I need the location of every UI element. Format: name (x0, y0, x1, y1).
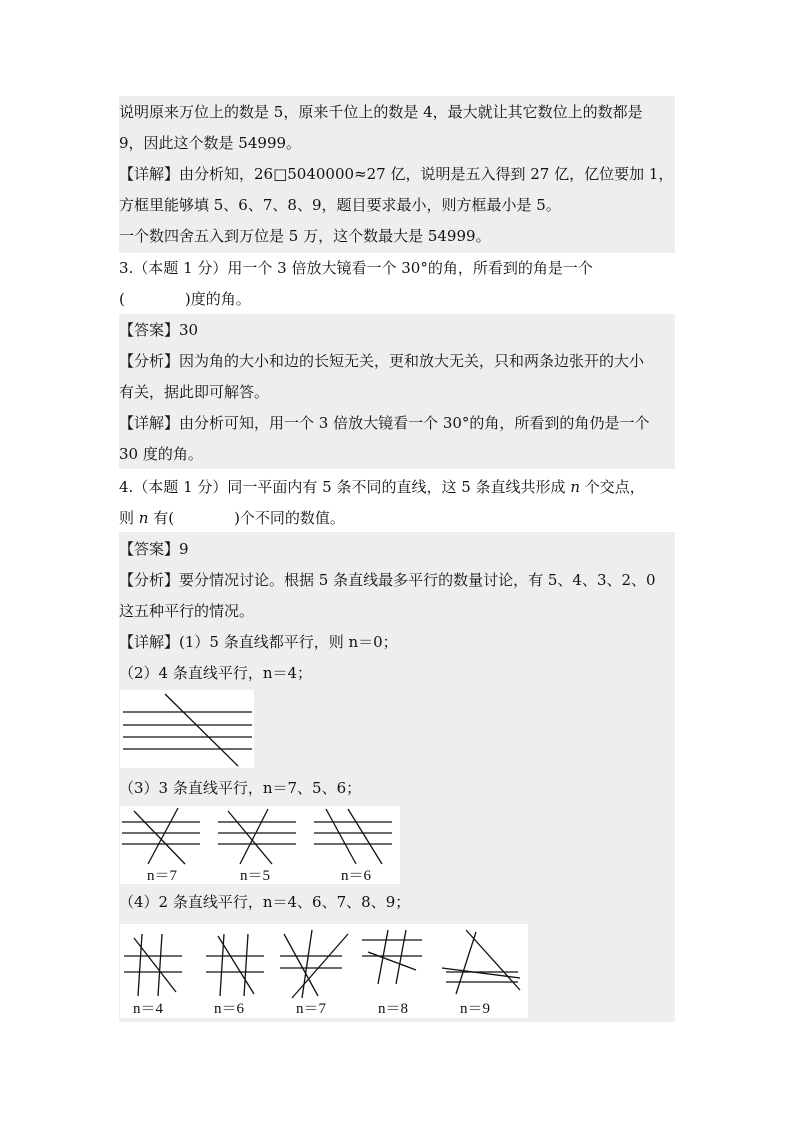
analysis-line: 【分析】要分情况讨论。根据 5 条直线最多平行的数量讨论，有 5、4、3、2、0 (119, 571, 656, 589)
figure-four-parallel (120, 690, 254, 768)
case-4-parallel: （2）4 条直线平行，n＝4； (119, 664, 313, 682)
analysis-line: 有关，据此即可解答。 (119, 383, 270, 401)
text-line: 一个数四舍五入到万位是 5 万，这个数最大是 54999。 (119, 227, 491, 245)
question-4-blank-line (119, 503, 675, 533)
caption-n7: n＝7 (147, 868, 178, 884)
figure-two-parallel (120, 924, 528, 1018)
case-2-parallel: （4）2 条直线平行，n＝4、6、7、8、9； (119, 893, 411, 911)
caption-n5: n＝5 (240, 868, 271, 884)
detail-line: 【详解】由分析可知，用一个 3 倍放大镜看一个 30°的角，所看到的角仍是一个 (119, 414, 650, 432)
stem-text: 则 (119, 509, 139, 527)
stem-text: 4.（本题 1 分）同一平面内有 5 条不同的直线，这 5 条直线共形成 (119, 478, 571, 496)
question-3-stem: 3.（本题 1 分）用一个 3 倍放大镜看一个 30°的角，所看到的角是一个 (119, 259, 593, 277)
open-paren: ( (119, 290, 125, 308)
caption-n6: n＝6 (341, 868, 372, 884)
analysis-line: 这五种平行的情况。 (119, 602, 255, 620)
answer-line: 【答案】30 (119, 321, 199, 339)
caption-n7: n＝7 (296, 1001, 327, 1017)
stem-text: 个交点， (580, 478, 645, 496)
case-3-parallel: （3）3 条直线平行，n＝7、5、6； (119, 779, 362, 797)
answer-line: 【答案】9 (119, 540, 189, 558)
text-line: 9，因此这个数是 54999。 (119, 134, 302, 152)
variable-n: n (570, 478, 580, 496)
text-line: 说明原来万位上的数是 5，原来千位上的数是 4，最大就让其它数位上的数都是 (119, 103, 643, 121)
caption-n4: n＝4 (133, 1001, 164, 1017)
question-3-blank-line (119, 284, 675, 314)
variable-n: n (138, 509, 149, 527)
figure-three-parallel (120, 806, 400, 884)
caption-n8: n＝8 (378, 1001, 409, 1017)
question-4-stem (119, 472, 675, 502)
caption-n6: n＝6 (214, 1001, 245, 1017)
detail-line: 【详解】(1）5 条直线都平行，则 n＝0； (119, 633, 398, 651)
blank-suffix: )度的角。 (184, 290, 251, 308)
caption-n9: n＝9 (460, 1001, 491, 1017)
analysis-line: 【分析】因为角的大小和边的长短无关，更和放大无关，只和两条边张开的大小 (119, 352, 645, 370)
text-line: 【详解】由分析知，26□5040000≈27 亿，说明是五入得到 27 亿，亿位要加 1， (119, 165, 674, 183)
stem-text: )个不同的数值。 (234, 509, 345, 527)
stem-text: 有( (148, 509, 175, 527)
text-line: 方框里能够填 5、6、7、8、9，题目要求最小，则方框最小是 5。 (119, 196, 561, 214)
detail-line: 30 度的角。 (119, 445, 203, 463)
